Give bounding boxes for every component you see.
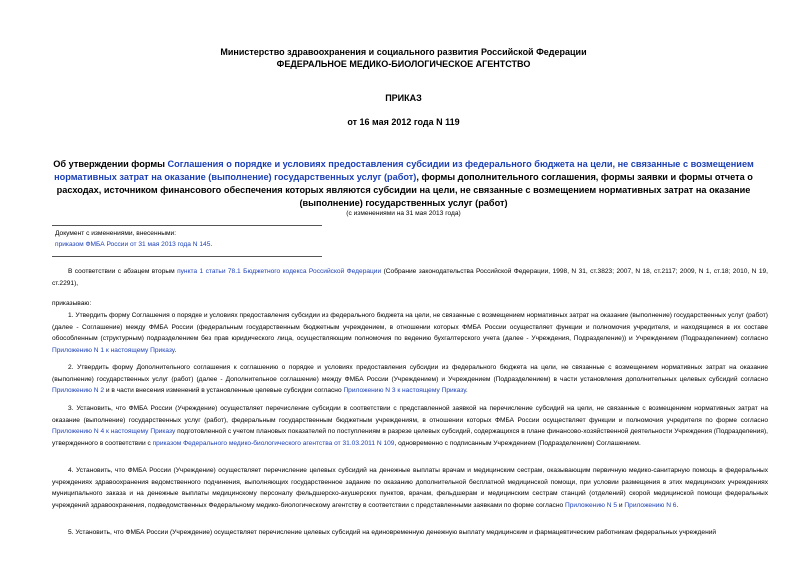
p4-text-3: . <box>676 501 679 509</box>
doc-type: ПРИКАЗ <box>385 93 422 103</box>
preamble <box>52 266 768 289</box>
paragraph-1 <box>52 310 768 356</box>
divider-top <box>52 225 322 226</box>
p5-text-1: 5. Установить, что ФМБА России (Учреждение) осуществляет перечисление целевых субсидий на единовременную денежную выплату медицинским и фармацевтическим работникам федеральных учреждений <box>68 529 717 536</box>
agency-name: ФЕДЕРАЛЬНОЕ МЕДИКО-БИОЛОГИЧЕСКОЕ АГЕНТСТВО <box>276 59 531 69</box>
paragraph-4 <box>52 465 768 511</box>
appendix-3-link[interactable]: Приложению N 3 к настоящему Приказу <box>343 387 466 394</box>
appendix-4-link[interactable]: Приложению N 4 к настоящему Приказу <box>52 428 176 435</box>
title-agreement-link[interactable]: Соглашения о порядке и условиях предоставления субсидии из федерального бюджета на цели, не связанные с возмещением нормативных затрат на оказание (выполнение) государственных услуг (работ) <box>54 159 754 182</box>
amending-order-link[interactable]: приказом ФМБА России от 31 мая 2013 года N 145 <box>55 241 211 248</box>
fmba-order-109-link[interactable]: приказом Федерального медико-биологического агентства от 31.03.2011 N 109 <box>152 439 395 447</box>
ministry-name: Министерство здравоохранения и социального развития Российской Федерации <box>220 47 587 57</box>
p3-text-1: 3. Установить, что ФМБА России (Учреждение) осуществляет перечисление субсидии в соответствии с представленной заявкой на перечисление субсидий на цели, не связанные с возмещением нормативных затрат на оказание (выполнение) государственных услуг (работ), федеральным государственным бюджетным учреждениям, в отношении которых ФМБА России осуществляет функции и полномочия учредителя по форме согласно <box>52 405 768 424</box>
p2-text-2: и в части внесения изменений в установленные целевые субсидии согласно <box>104 387 344 394</box>
p4-text-2: и <box>617 501 625 509</box>
p2-text-1: 2. Утвердить форму Дополнительного соглашения к соглашению о порядке и условиях предоставления субсидии из федерального бюджета на цели, не связанные с возмещением нормативных затрат на оказание (выполнение) государственных услуг (работ) (далее - Дополнительное соглашение) между ФМБА России (Учреждением) и Учреждением (Подразделением) в части установления дополнительных целевых субсидий согласно <box>52 364 768 383</box>
doc-note-end: . <box>210 241 213 248</box>
preamble-text-2: (Собрание законодательства Российской Федерации, 1998, N 31, ст.3823; 2007, N 18, ст.2117; 2009, N 1, ст.18; 2010, N 19, ст.2291), <box>52 268 769 287</box>
doc-title <box>40 158 767 210</box>
appendix-2-link[interactable]: Приложению N 2 <box>52 387 105 394</box>
doc-note-ref <box>55 239 212 250</box>
order-word: приказываю: <box>52 300 92 307</box>
paragraph-3 <box>52 403 768 449</box>
paragraph-2 <box>52 362 768 397</box>
p1-text-1: 1. Утвердить форму Соглашения о порядке и условиях предоставления субсидии из федерального бюджета на цели, не связанные с возмещением нормативных затрат на оказание (выполнение) государственных услуг (работ) (далее - Соглашение) между ФМБА России (федеральным государственным бюджетным учреждением, в отношении которых ФМБА России осуществляет функции и полномочия учредителя, и находящимся в их составе обособленным (структурным) подразделением без прав юридического лица, осуществляющим полномочия по ведению бухгалтерского учета (далее - Учреждения, Подразделение)) и Учреждением (Подразделением) согласно <box>52 312 768 342</box>
p4-text-1: 4. Установить, что ФМБА России (Учреждение) осуществляет перечисление целевых субсидий на денежные выплаты врачам и медицинским сестрам, оказывающим первичную медико-санитарную помощь в федеральных учреждениях здравоохранения ведомственного подчинения, выполняющих государственное задание по оказанию дополнительной бесплатной медицинской помощи, при условии размещения в этих медицинских учреждениях муниципального заказа и на денежные выплаты медицинскому персоналу фельдшерско-акушерских пунктов, врачам, фельдшерам и медицинским сестрам станций (отделений) скорой медицинской помощи федеральных учреждений здравоохранения, подведомственных Федеральному медико-биологическому агентству в соответствии с представленными заявками по форме согласно <box>52 467 768 509</box>
appendix-5-link[interactable]: Приложению N 5 <box>565 501 618 509</box>
doc-note-line: Документ с изменениями, внесенными: <box>55 230 177 237</box>
p2-text-3: . <box>465 387 468 394</box>
budget-code-link[interactable]: пункта 1 статьи 78.1 Бюджетного кодекса Российской Федерации <box>177 268 382 275</box>
p3-text-3: , одновременно с подписанным Учреждением (Подразделением) Соглашением. <box>394 439 641 447</box>
p1-text-2: . <box>174 346 177 354</box>
title-suffix: , формы дополнительного соглашения, формы заявки и формы отчета о расходах, источником финансового обеспечения которых являются субсидии на цели, не связанные с возмещением нормативных затрат на оказание (выполнение) государственных услуг (работ) <box>56 172 753 208</box>
appendix-1-link[interactable]: Приложению N 1 к настоящему Приказу <box>52 346 175 354</box>
paragraph-5 <box>52 527 768 539</box>
doc-date-number: от 16 мая 2012 года N 119 <box>347 117 460 127</box>
divider-bottom <box>52 256 322 257</box>
title-prefix: Об утверждении формы <box>53 159 168 169</box>
doc-note <box>55 228 212 250</box>
preamble-text-1: В соответствии с абзацем вторым <box>68 268 178 275</box>
appendix-6-link[interactable]: Приложению N 6 <box>624 501 677 509</box>
amendment-note: (с изменениями на 31 мая 2013 года) <box>346 210 461 217</box>
p3-text-2: подготовленной с учетом плановых показателей по поступлениям в разрезе целевых субсидий, содержащихся в плане финансово-хозяйственной деятельности Учреждения (Подразделения), утвержденного в соответствии с <box>52 428 768 447</box>
